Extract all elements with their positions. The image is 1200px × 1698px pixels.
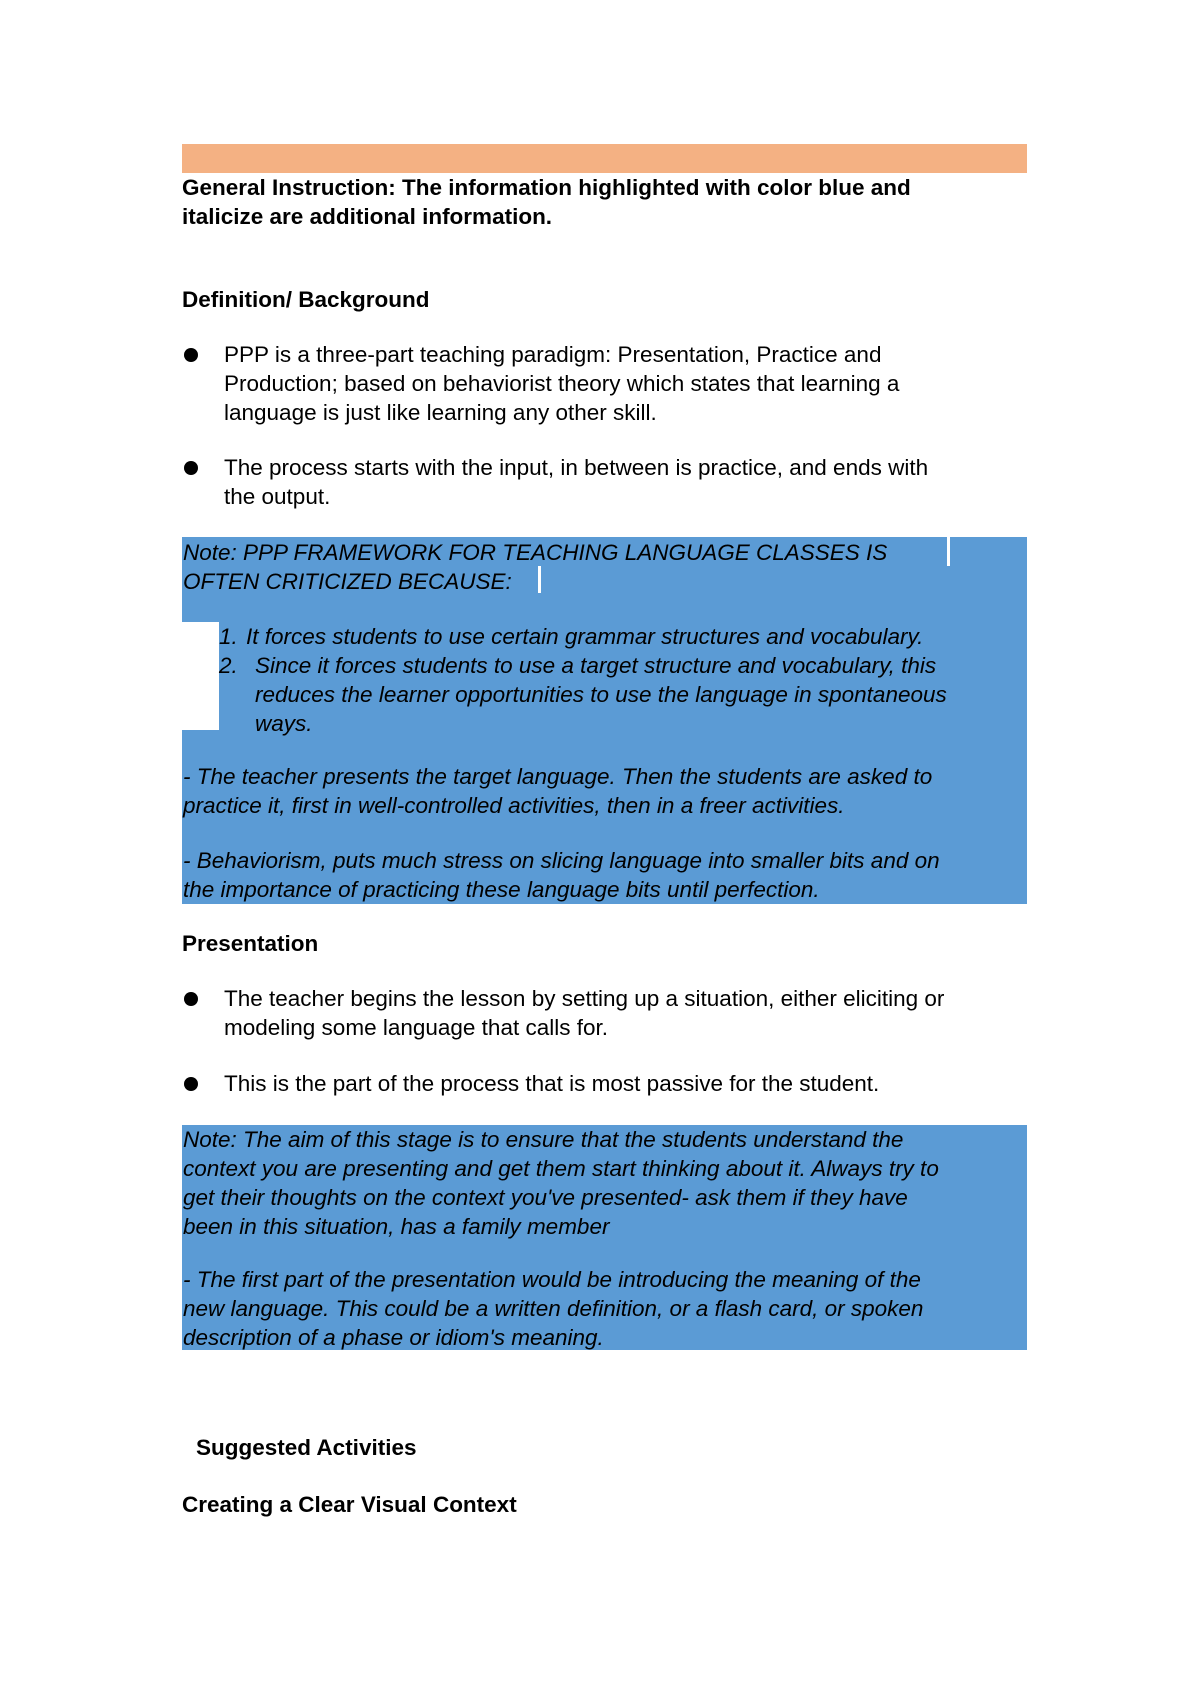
note-line: been in this situation, has a family member [183, 1214, 610, 1239]
note-line: OFTEN CRITICIZED BECAUSE: [183, 569, 512, 594]
criticism-list [219, 622, 1019, 738]
list-item [219, 622, 1019, 651]
note-line: context you are presenting and get them start thinking about it. Always try to [183, 1156, 939, 1181]
presentation-note-para [183, 1265, 1023, 1352]
note-line: - The first part of the presentation would be introducing the meaning of the [183, 1267, 921, 1292]
list-text: ways. [255, 711, 313, 736]
bullet-text [224, 453, 1014, 511]
note-line: the importance of practicing these language bits until perfection. [183, 877, 820, 902]
definition-note-para [183, 762, 1023, 820]
list-text: It forces students to use certain grammar structures and vocabulary. [246, 624, 924, 649]
note-line: get their thoughts on the context you've presented- ask them if they have [183, 1185, 908, 1210]
bullet-icon [184, 992, 198, 1006]
note-line: Note: PPP FRAMEWORK FOR TEACHING LANGUAGE CLASSES IS [183, 540, 888, 565]
bullet-line: This is the part of the process that is most passive for the student. [224, 1071, 880, 1096]
bullet-line: modeling some language that calls for. [224, 1015, 608, 1040]
bullet-text [224, 340, 1014, 427]
header-color-bar [182, 144, 1027, 173]
suggested-activities-heading: Suggested Activities [196, 1435, 417, 1460]
bullet-line: The teacher begins the lesson by setting up a situation, either eliciting or [224, 986, 945, 1011]
general-instruction-line: italicize are additional information. [182, 204, 553, 229]
visual-context-heading: Creating a Clear Visual Context [182, 1492, 517, 1517]
definition-note [183, 538, 1023, 596]
list-item [219, 651, 1019, 738]
general-instruction-line: General Instruction: The information highlighted with color blue and [182, 175, 911, 200]
presentation-note [183, 1125, 1023, 1241]
bullet-line: language is just like learning any other skill. [224, 400, 657, 425]
bullet-line: Production; based on behaviorist theory which states that learning a [224, 371, 900, 396]
bullet-text [224, 1069, 1014, 1098]
note-line: Note: The aim of this stage is to ensure that the students understand the [183, 1127, 904, 1152]
bullet-line: the output. [224, 484, 331, 509]
definition-heading: Definition/ Background [182, 287, 430, 312]
note-line: - Behaviorism, puts much stress on slicing language into smaller bits and on [183, 848, 940, 873]
note-line: new language. This could be a written definition, or a flash card, or spoken [183, 1296, 924, 1321]
list-number: 1. [219, 624, 238, 649]
bullet-icon [184, 461, 198, 475]
list-text: reduces the learner opportunities to use the language in spontaneous [255, 682, 947, 707]
bullet-icon [184, 1077, 198, 1091]
note-line: - The teacher presents the target language. Then the students are asked to [183, 764, 933, 789]
list-number: 2. [219, 653, 238, 678]
bullet-text [224, 984, 1014, 1042]
bullet-line: PPP is a three-part teaching paradigm: Presentation, Practice and [224, 342, 882, 367]
note-line: description of a phase or idiom's meaning. [183, 1325, 604, 1350]
note-line: practice it, first in well-controlled activities, then in a freer activities. [183, 793, 845, 818]
bullet-icon [184, 348, 198, 362]
list-text: Since it forces students to use a target structure and vocabulary, this [255, 653, 937, 678]
definition-note-para [183, 846, 1023, 904]
bullet-line: The process starts with the input, in between is practice, and ends with [224, 455, 929, 480]
general-instruction [182, 173, 1042, 231]
presentation-heading: Presentation [182, 931, 319, 956]
